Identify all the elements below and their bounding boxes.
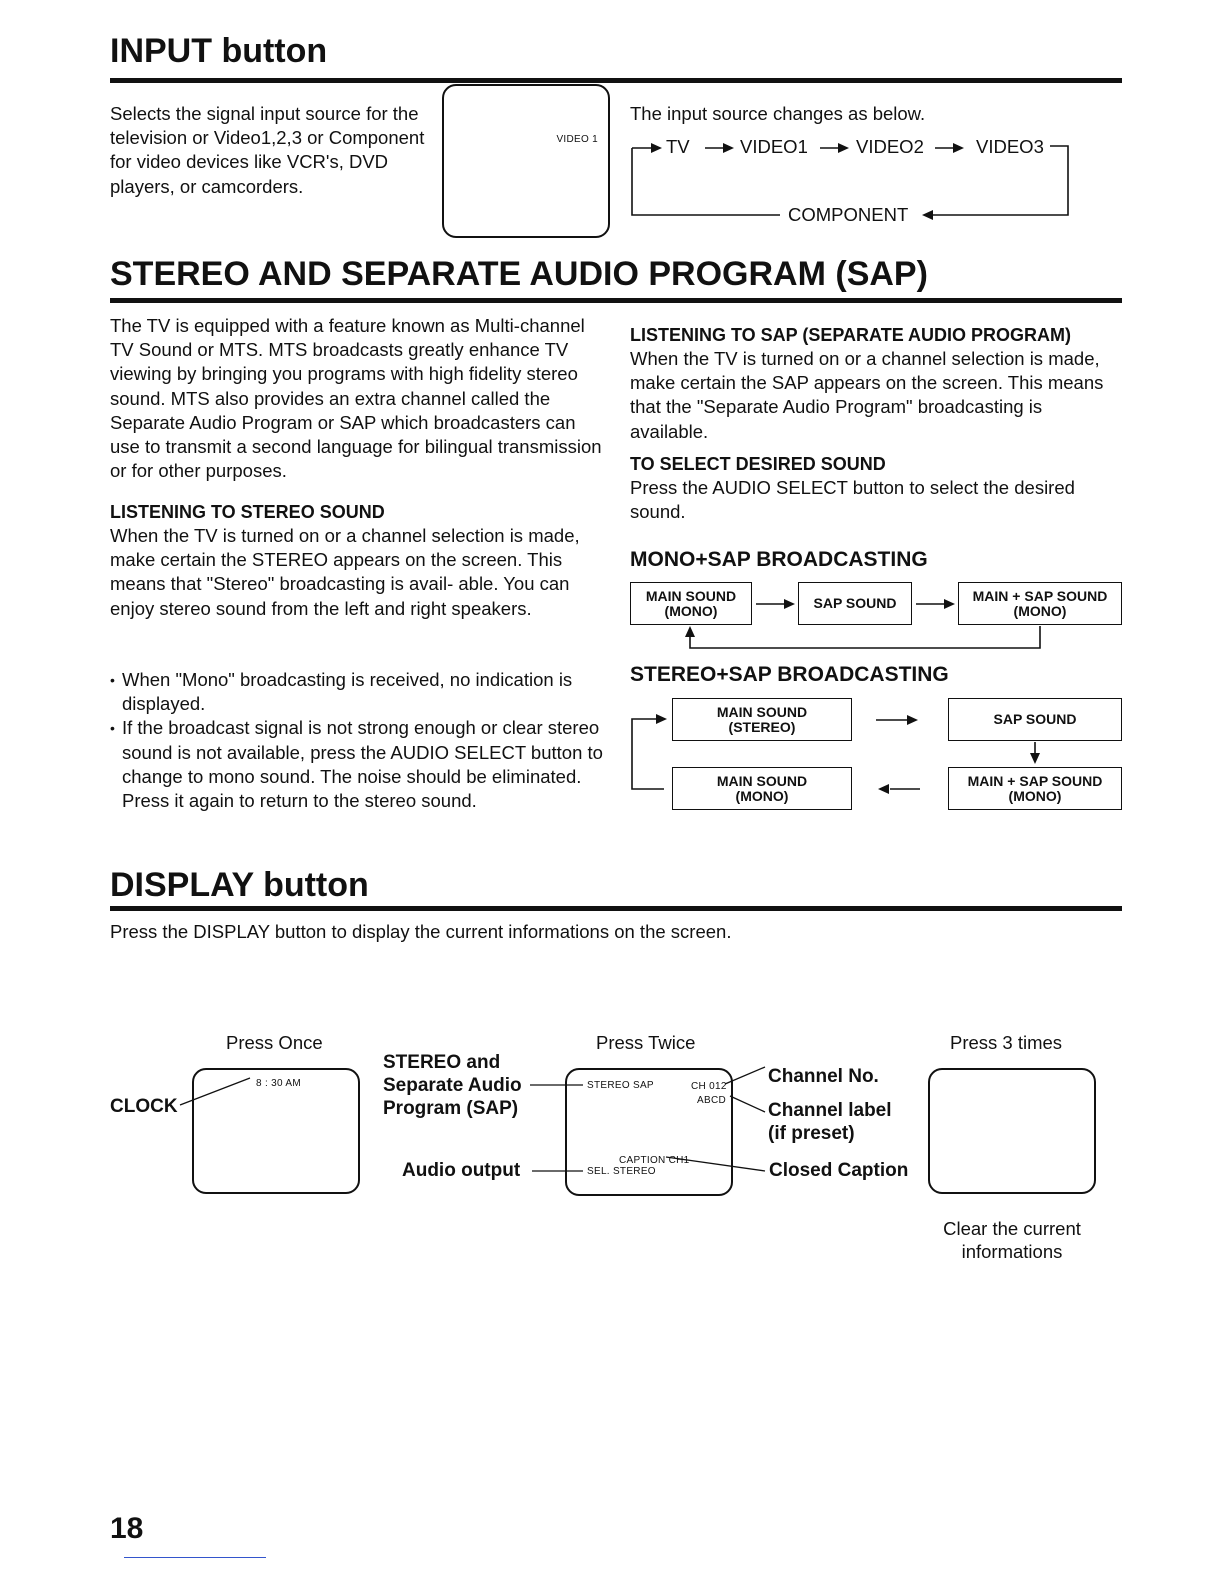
mono-sap-box-sap: [798, 582, 912, 625]
stereo-sap-box-main-sap: [948, 767, 1122, 810]
box-line: MAIN + SAP SOUND: [967, 772, 1103, 789]
clock-label: CLOCK: [110, 1096, 178, 1117]
display-description: Press the DISPLAY button to display the current informations on the screen.: [110, 921, 732, 942]
tv-osd-caption: CAPTION CH1: [619, 1155, 690, 1166]
box-line: (MONO): [664, 602, 718, 619]
box-line: SAP SOUND: [993, 711, 1077, 727]
input-heading: INPUT button: [110, 32, 328, 70]
stereo-sap-label: [383, 1051, 522, 1120]
bullet-item: • When "Mono" broadcasting is received, no indication is displayed.: [110, 668, 610, 716]
flow-tv: TV: [666, 136, 690, 157]
label-line: Program (SAP): [383, 1098, 519, 1119]
divider: [110, 78, 1122, 83]
press-three-label: Press 3 times: [950, 1032, 1063, 1053]
channel-label-label: [768, 1099, 892, 1145]
box-line: (MONO): [1013, 602, 1067, 619]
link-underline: [124, 1557, 266, 1558]
box-line: (MONO): [735, 787, 789, 804]
display-heading: DISPLAY button: [110, 866, 369, 904]
listening-sap-text: When the TV is turned on or a channel selection is made, make certain the SAP appears on the screen. This means that the "Separate Audio Program" broadcasting is available.: [630, 348, 1104, 442]
mono-sap-box-main-sap: [958, 582, 1122, 625]
tv-screen-input: [442, 84, 610, 238]
listening-stereo-text: When the TV is turned on or a channel selection is made, make certain the STEREO appears on the screen. This means that "Stereo" broadcasting is avail- able. You can enjoy stereo sound from the left and right speakers.: [110, 525, 580, 619]
tv-osd-label: ABCD: [697, 1095, 726, 1106]
select-sound-text: Press the AUDIO SELECT button to select the desired sound.: [630, 477, 1075, 523]
box-line: MAIN + SAP SOUND: [972, 587, 1108, 604]
page-number: 18: [110, 1512, 144, 1545]
stereo-heading: STEREO AND SEPARATE AUDIO PROGRAM (SAP): [110, 255, 928, 293]
label-line: STEREO and: [383, 1052, 501, 1073]
stereo-sap-title: STEREO+SAP BROADCASTING: [630, 663, 949, 686]
channel-no-label: Channel No.: [768, 1066, 879, 1087]
listening-stereo-title: LISTENING TO STEREO SOUND: [110, 502, 385, 522]
clear-text: [920, 1217, 1104, 1263]
divider: [110, 906, 1122, 911]
bullet-item: • If the broadcast signal is not strong enough or clear stereo sound is not available, press the AUDIO SELECT button to change to mono sound. The noise should be eliminated. Press it again to return to the stereo sound.: [110, 716, 610, 813]
box-line: SAP SOUND: [813, 595, 897, 611]
tv-screen-press-once: [192, 1068, 360, 1194]
divider: [110, 298, 1122, 303]
box-line: (STEREO): [728, 718, 796, 735]
stereo-sap-box-main-mono: [672, 767, 852, 810]
stereo-intro: The TV is equipped with a feature known as Multi-channel TV Sound or MTS. MTS broadcasts greatly enhance TV viewing by bringing you programs with high fidelity stereo sound. MTS also provides an extra channel called the Separate Audio Program or SAP which broadcasters can use to transmit a second language for bilingual transmission or for other purposes.: [110, 315, 602, 482]
mono-sap-box-main-mono: [630, 582, 752, 625]
tv-osd-video1: VIDEO 1: [556, 134, 598, 145]
flow-video1: VIDEO1: [740, 136, 808, 157]
label-line: informations: [961, 1241, 1063, 1262]
press-twice-label: Press Twice: [596, 1032, 696, 1053]
stereo-sap-box-main-stereo: [672, 698, 852, 741]
tv-screen-press-twice: [565, 1068, 733, 1196]
label-line: Channel label: [768, 1100, 892, 1121]
tv-osd-channel: CH 012: [691, 1081, 727, 1092]
mono-sap-title: MONO+SAP BROADCASTING: [630, 548, 928, 571]
box-line: MAIN SOUND: [716, 703, 808, 720]
select-sound-title: TO SELECT DESIRED SOUND: [630, 454, 886, 474]
input-flow-intro: The input source changes as below.: [630, 103, 926, 124]
tv-screen-press-three: [928, 1068, 1096, 1194]
label-line: (if preset): [768, 1123, 855, 1144]
label-line: Separate Audio: [383, 1075, 522, 1096]
box-line: MAIN SOUND: [645, 587, 737, 604]
flow-component: COMPONENT: [788, 204, 909, 225]
listening-sap-title: LISTENING TO SAP (SEPARATE AUDIO PROGRAM): [630, 325, 1072, 345]
tv-osd-clock: 8 : 30 AM: [256, 1078, 301, 1089]
flow-video2: VIDEO2: [856, 136, 924, 157]
audio-output-label: Audio output: [402, 1160, 521, 1181]
box-line: (MONO): [1008, 787, 1062, 804]
stereo-sap-box-sap: [948, 698, 1122, 741]
flow-video3: VIDEO3: [976, 136, 1044, 157]
box-line: MAIN SOUND: [716, 772, 808, 789]
stereo-bullets: [110, 668, 610, 813]
tv-osd-sel: SEL. STEREO: [587, 1166, 656, 1177]
tv-osd-stereo-sap: STEREO SAP: [587, 1080, 654, 1091]
label-line: Clear the current: [943, 1218, 1081, 1239]
press-once-label: Press Once: [226, 1032, 323, 1053]
closed-caption-label: Closed Caption: [769, 1160, 909, 1181]
input-description: Selects the signal input source for the television or Video1,2,3 or Component for video devices like VCR's, DVD players, or camcorders.: [110, 103, 425, 197]
